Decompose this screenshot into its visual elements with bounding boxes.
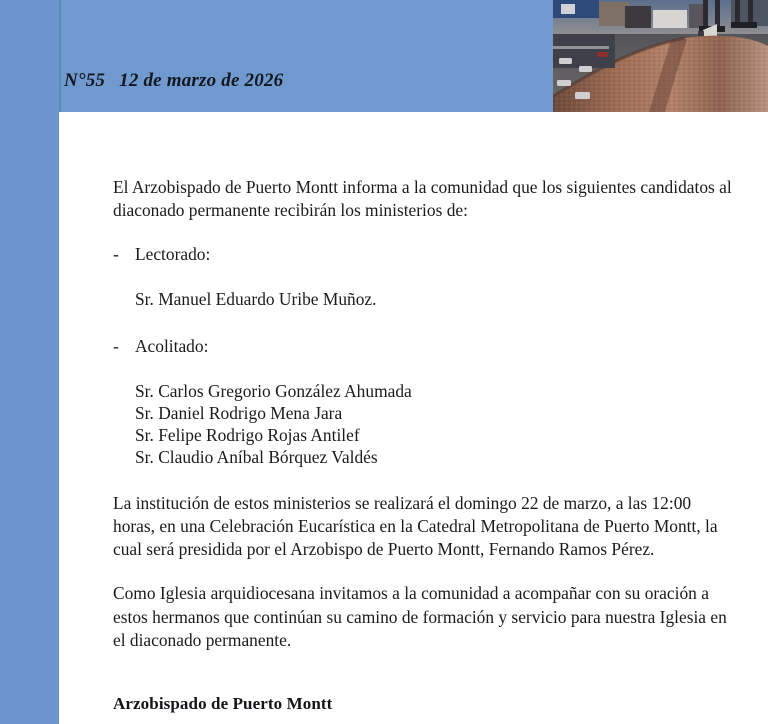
ministry-list	[113, 243, 737, 468]
dash-bullet-icon: -	[113, 335, 119, 356]
ministry-heading	[113, 335, 737, 358]
ministry-label: Lectorado:	[135, 244, 211, 265]
invitation-paragraph: Como Iglesia arquidiocesana invitamos a la comunidad a acompañar con su oración a estos hermanos que continúan su camino de formación y servicio para nuestra Iglesia en el diaconado permanente.	[113, 583, 727, 650]
header-photograph	[553, 0, 768, 112]
dash-bullet-icon: -	[113, 244, 119, 265]
masthead	[64, 70, 544, 92]
ministry-heading	[113, 243, 737, 266]
candidate-list	[113, 380, 737, 468]
header-band-divider	[59, 0, 61, 112]
issue-date: 12 de marzo de 2026	[119, 70, 284, 91]
list-item: Sr. Daniel Rodrigo Mena Jara	[135, 402, 343, 423]
signature-line: Arzobispado de Puerto Montt	[113, 693, 333, 713]
candidate-list	[113, 288, 737, 310]
ministry-lectorado	[113, 243, 737, 310]
blue-left-strip	[0, 0, 59, 724]
intro-paragraph: El Arzobispado de Puerto Montt informa a la comunidad que los siguientes candidatos al diaconado permanente recibirán los ministerios de:	[113, 177, 732, 221]
issue-number: N°55	[64, 70, 106, 91]
document-body	[113, 176, 737, 714]
list-item: Sr. Carlos Gregorio González Ahumada	[135, 380, 412, 401]
list-item: Sr. Felipe Rodrigo Rojas Antilef	[135, 424, 360, 445]
blue-header-band	[59, 0, 553, 112]
list-item: Sr. Manuel Eduardo Uribe Muñoz.	[135, 289, 377, 310]
event-paragraph: La institución de estos ministerios se realizará el domingo 22 de marzo, a las 12:00 horas, en una Celebración Eucarística en la Catedral Metropolitana de Puerto Montt, la cual será presidida por el Arzobispo de Puerto Montt, Fernando Ramos Pérez.	[113, 493, 718, 560]
list-item: Sr. Claudio Aníbal Bórquez Valdés	[135, 446, 378, 467]
ministry-acolitado	[113, 335, 737, 469]
ministry-label: Acolitado:	[135, 335, 209, 356]
